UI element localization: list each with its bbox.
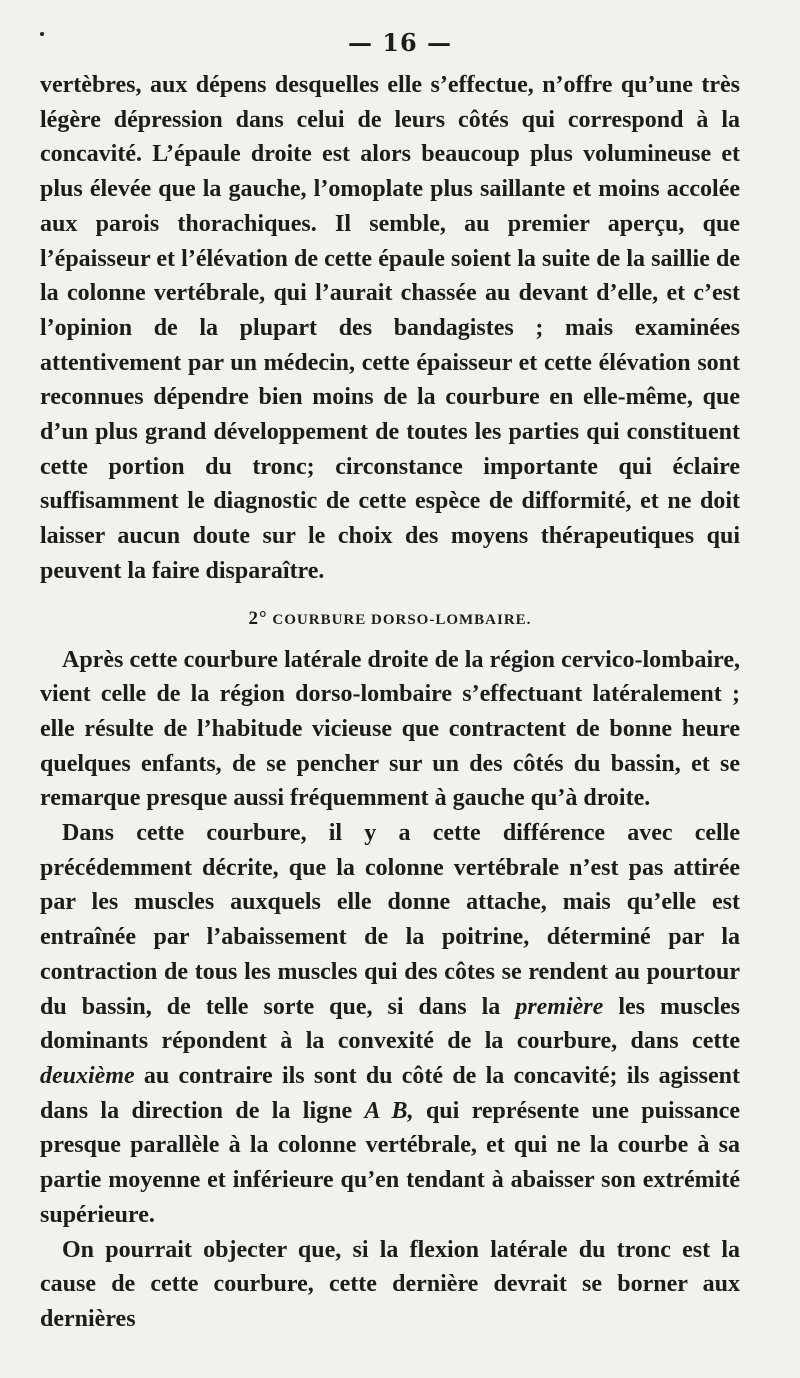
paragraph-difference xyxy=(40,816,740,1232)
paragraph-difference-part-a: Dans cette courbure, il y a cette différence avec celle précédemment décrite, que la colonne vertébrale n’est pas attirée par les muscles auxquels elle donne attache, mais qu’elle est entraînée par l’abaissement de la poitrine, déterminé par la contraction de tous les muscles qui des côtes se rendent au pourtour du bassin, de telle sorte que, si dans la xyxy=(40,820,740,1020)
paragraph-shoulder: vertèbres, aux dépens desquelles elle s’effectue, n’offre qu’une très légère dépression dans celui de leurs côtés qui correspond à la concavité. L’épaule droite est alors beaucoup plus volumineuse et plus élevée que la gauche, l’omoplate plus saillante et moins accolée aux parois thorachiques. Il semble, au premier aperçu, que l’épaisseur et l’élévation de cette épaule soient la suite de la saillie de la colonne vertébrale, qui l’aurait chassée au devant d’elle, et c’est l’opinion de la plupart des bandagistes ; mais examinées attentivement par un médecin, cette épaisseur et cette élévation sont reconnues dépendre bien moins de la courbure en elle-même, que d’un plus grand développement de toutes les parties qui constituent cette portion du tronc; circonstance importante qui éclaire suffisamment le diagnostic de cette espèce de difformité, et ne doit laisser aucun doute sur le choix des moyens thérapeutiques qui peuvent la faire disparaître. xyxy=(40,72,740,584)
paragraph-difference-part-d: qui représente une puissance presque parallèle à la colonne vertébrale, et qui ne la courbe à sa partie moyenne et inférieure qu’en tendant à abaisser son extrémité supérieure. xyxy=(40,1097,740,1228)
section-number: 2° xyxy=(248,607,268,629)
section-heading xyxy=(40,608,740,631)
section-title: COURBURE DORSO-LOMBAIRE. xyxy=(272,611,532,628)
paragraph-objection: On pourrait objecter que, si la flexion latérale du tronc est la cause de cette courbure, cette dernière devrait se borner aux dernières xyxy=(40,1236,740,1332)
paragraph-difference-part-b: les muscles dominants répondent à la convexité de la courbure, dans cette xyxy=(40,993,741,1055)
page-number: — 16 — xyxy=(347,28,453,57)
emphasis-line-ab: A B, xyxy=(364,1097,414,1124)
paragraph-difference-part-c: au contraire ils sont du côté de la concavité; ils agissent dans la direction de la ligne xyxy=(40,1062,740,1124)
emphasis-deuxieme: deuxième xyxy=(40,1062,135,1089)
paragraph-dorso-lombaire: Après cette courbure latérale droite de la région cervico-lombaire, vient celle de la région dorso-lombaire s’effectuant latéralement ; elle résulte de l’habitude vicieuse que contractent de bonne heure quelques enfants, de se pencher sur un des côtés du bassin, et se remarque presque aussi fréquemment à gauche qu’à droite. xyxy=(40,646,740,812)
emphasis-premiere: première xyxy=(515,993,604,1020)
page-body xyxy=(40,68,740,1337)
